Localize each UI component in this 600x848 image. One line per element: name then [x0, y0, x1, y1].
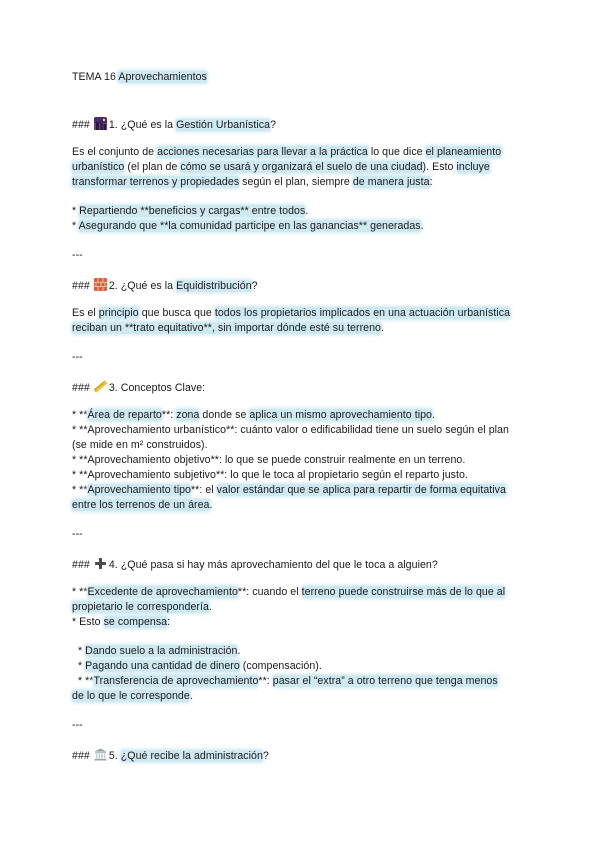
list-item: * **Área de reparto**: zona donde se aplica un mismo aprovechamiento tipo. — [72, 409, 435, 421]
list-item: * Esto se compensa: — [72, 616, 171, 628]
paragraph-line: Es el conjunto de acciones necesarias para llevar a la práctica lo que dice el planeamiento — [72, 146, 502, 158]
classical-building-icon — [94, 748, 107, 765]
list-item: * **Excedente de aprovechamiento**: cuando el terreno puede construirse más de lo que al — [72, 586, 506, 598]
list-item-continuation: de lo que le corresponde. — [72, 690, 193, 702]
list-item-continuation: propietario le correspondería. — [72, 601, 212, 613]
list-item: * **Aprovechamiento tipo**: el valor estándar que se aplica para repartir de forma equitativa — [72, 484, 506, 496]
document-title: TEMA 16 Aprovechamientos — [72, 71, 207, 83]
sub-list-item: * **Transferencia de aprovechamiento**: pasar el “extra” a otro terreno que tenga menos — [72, 675, 498, 687]
list-item-continuation: entre los terrenos de un área. — [72, 499, 213, 511]
ruler-icon — [94, 380, 107, 397]
paragraph-line: transformar terrenos y propiedades según el plan, siempre de manera justa: — [72, 176, 433, 188]
section-2-heading: ### 2. ¿Qué es la Equidistribución? — [72, 278, 258, 295]
night-city-icon — [94, 117, 107, 134]
list-item: * Asegurando que **la comunidad participe en las ganancias** generadas. — [72, 220, 424, 232]
separator: --- — [72, 528, 83, 540]
section-3-heading: ### 3. Conceptos Clave: — [72, 380, 205, 397]
section-5-heading: ### 5. ¿Qué recibe la administración? — [72, 748, 269, 765]
separator: --- — [72, 719, 83, 731]
list-item: * **Aprovechamiento subjetivo**: lo que le toca al propietario según el reparto justo. — [72, 469, 468, 481]
sub-list-item: * Pagando una cantidad de dinero (compensación). — [72, 660, 322, 672]
list-item: * **Aprovechamiento urbanístico**: cuánto valor o edificabilidad tiene un suelo según el plan — [72, 424, 509, 436]
paragraph-line: Es el principio que busca que todos los propietarios implicados en una actuación urbanística — [72, 307, 511, 319]
plus-icon — [94, 557, 107, 574]
list-item-continuation: (se mide en m² construidos). — [72, 439, 208, 451]
paragraph-line: urbanístico (el plan de cómo se usará y organizará el suelo de una ciudad). Esto incluye — [72, 161, 490, 173]
list-item: * **Aprovechamiento objetivo**: lo que se puede construir realmente en un terreno. — [72, 454, 466, 466]
separator: --- — [72, 249, 83, 261]
sub-list-item: * Dando suelo a la administración. — [72, 645, 241, 657]
list-item: * Repartiendo **beneficios y cargas** entre todos. — [72, 205, 309, 217]
section-1-heading: ### 1. ¿Qué es la Gestión Urbanística? — [72, 117, 276, 134]
brick-icon — [94, 278, 107, 295]
section-4-heading: ### 4. ¿Qué pasa si hay más aprovechamiento del que le toca a alguien? — [72, 557, 438, 574]
separator: --- — [72, 351, 83, 363]
paragraph-line: reciban un **trato equitativo**, sin importar dónde esté su terreno. — [72, 322, 384, 334]
title-highlight: Aprovechamientos — [118, 71, 207, 83]
